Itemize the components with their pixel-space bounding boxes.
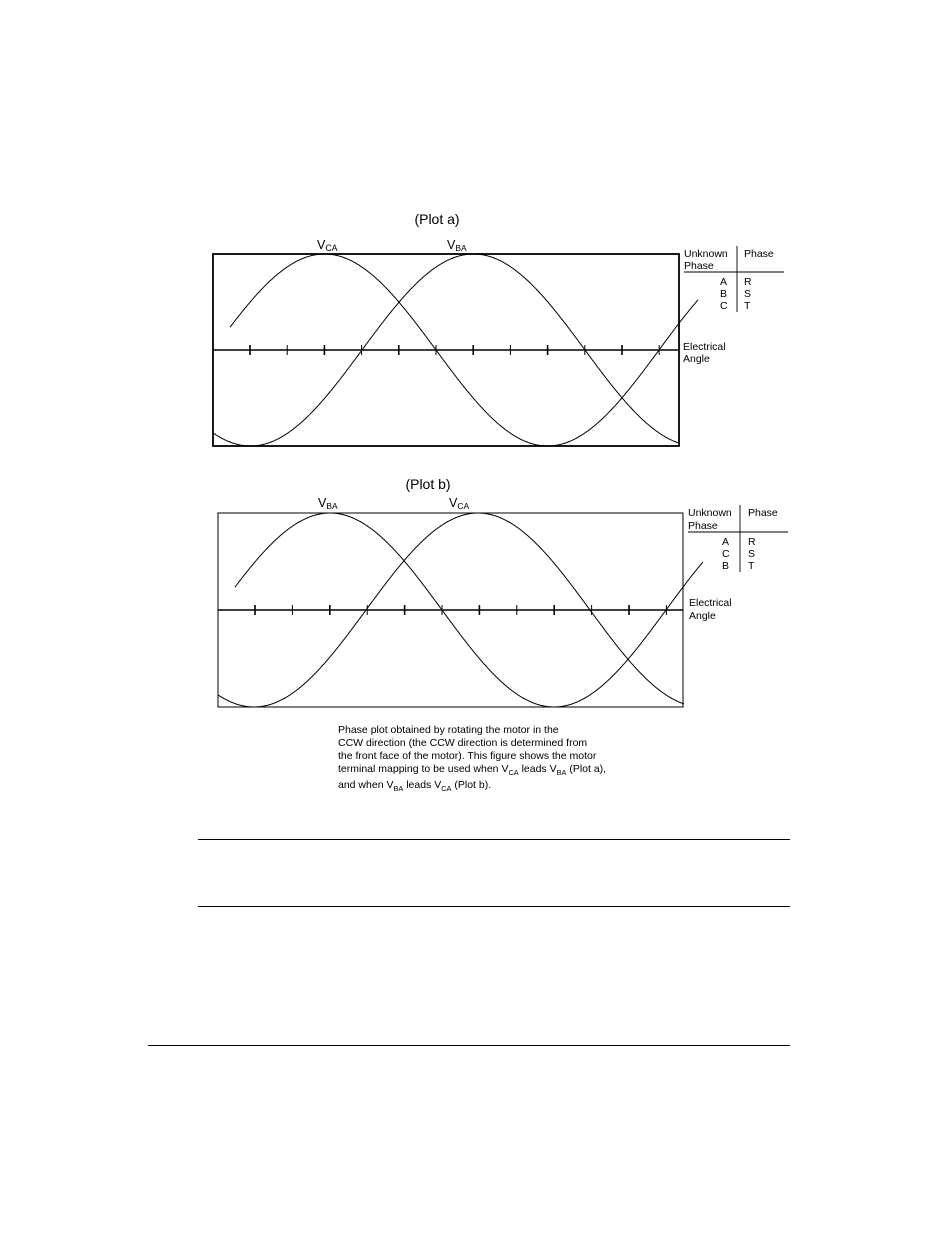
plot-b-label-right: VCA: [449, 496, 470, 511]
plot-b-table-col2-header: Phase: [748, 507, 778, 519]
caption-line: and when $V_{BA}$ leads $V_{CA}$ (Plot b).: [338, 779, 492, 794]
plot-a-table-col1-header: Unknown Phase: [684, 248, 728, 272]
table-cell: B: [722, 560, 730, 572]
table-cell: T: [748, 560, 755, 572]
caption-line: CCW direction (the CCW direction is determined from: [338, 737, 588, 749]
plot-a-label-left: VCA: [317, 238, 338, 253]
plot-a: [213, 211, 784, 446]
rule-bottom: [148, 1045, 790, 1046]
table-cell: A: [720, 276, 728, 288]
table-cell: S: [744, 288, 752, 300]
table-cell: R: [748, 536, 756, 548]
table-cell: C: [720, 300, 728, 312]
table-cell: A: [722, 536, 730, 548]
plot-a-label-right: VBA: [447, 238, 467, 253]
plot-b-axis-label: Electrical Angle: [689, 597, 732, 622]
table-cell: C: [722, 548, 730, 560]
plot-a-title: (Plot a): [414, 211, 460, 227]
rule-top: [198, 839, 790, 840]
table-cell: R: [744, 276, 752, 288]
plot-b-title: (Plot b): [405, 476, 451, 492]
rule-middle: [198, 906, 790, 907]
figure-caption: [338, 724, 718, 795]
table-cell: B: [720, 288, 728, 300]
plot-b: [218, 476, 788, 707]
table-cell: S: [748, 548, 756, 560]
caption-line: Phase plot obtained by rotating the motor in the: [338, 724, 559, 736]
caption-line: terminal mapping to be used when $V_{CA}$ leads $V_{BA}$ (Plot a),: [338, 763, 607, 778]
caption-line: the front face of the motor). This figure shows the motor: [338, 750, 597, 762]
plot-a-table-col2-header: Phase: [744, 248, 774, 260]
plot-a-mapping-table: [684, 246, 784, 312]
plot-a-axis-label: Electrical Angle: [683, 341, 726, 365]
plot-b-label-left: VBA: [318, 496, 338, 511]
plot-b-table-col1-header: Unknown Phase: [688, 507, 732, 532]
table-cell: T: [744, 300, 751, 312]
